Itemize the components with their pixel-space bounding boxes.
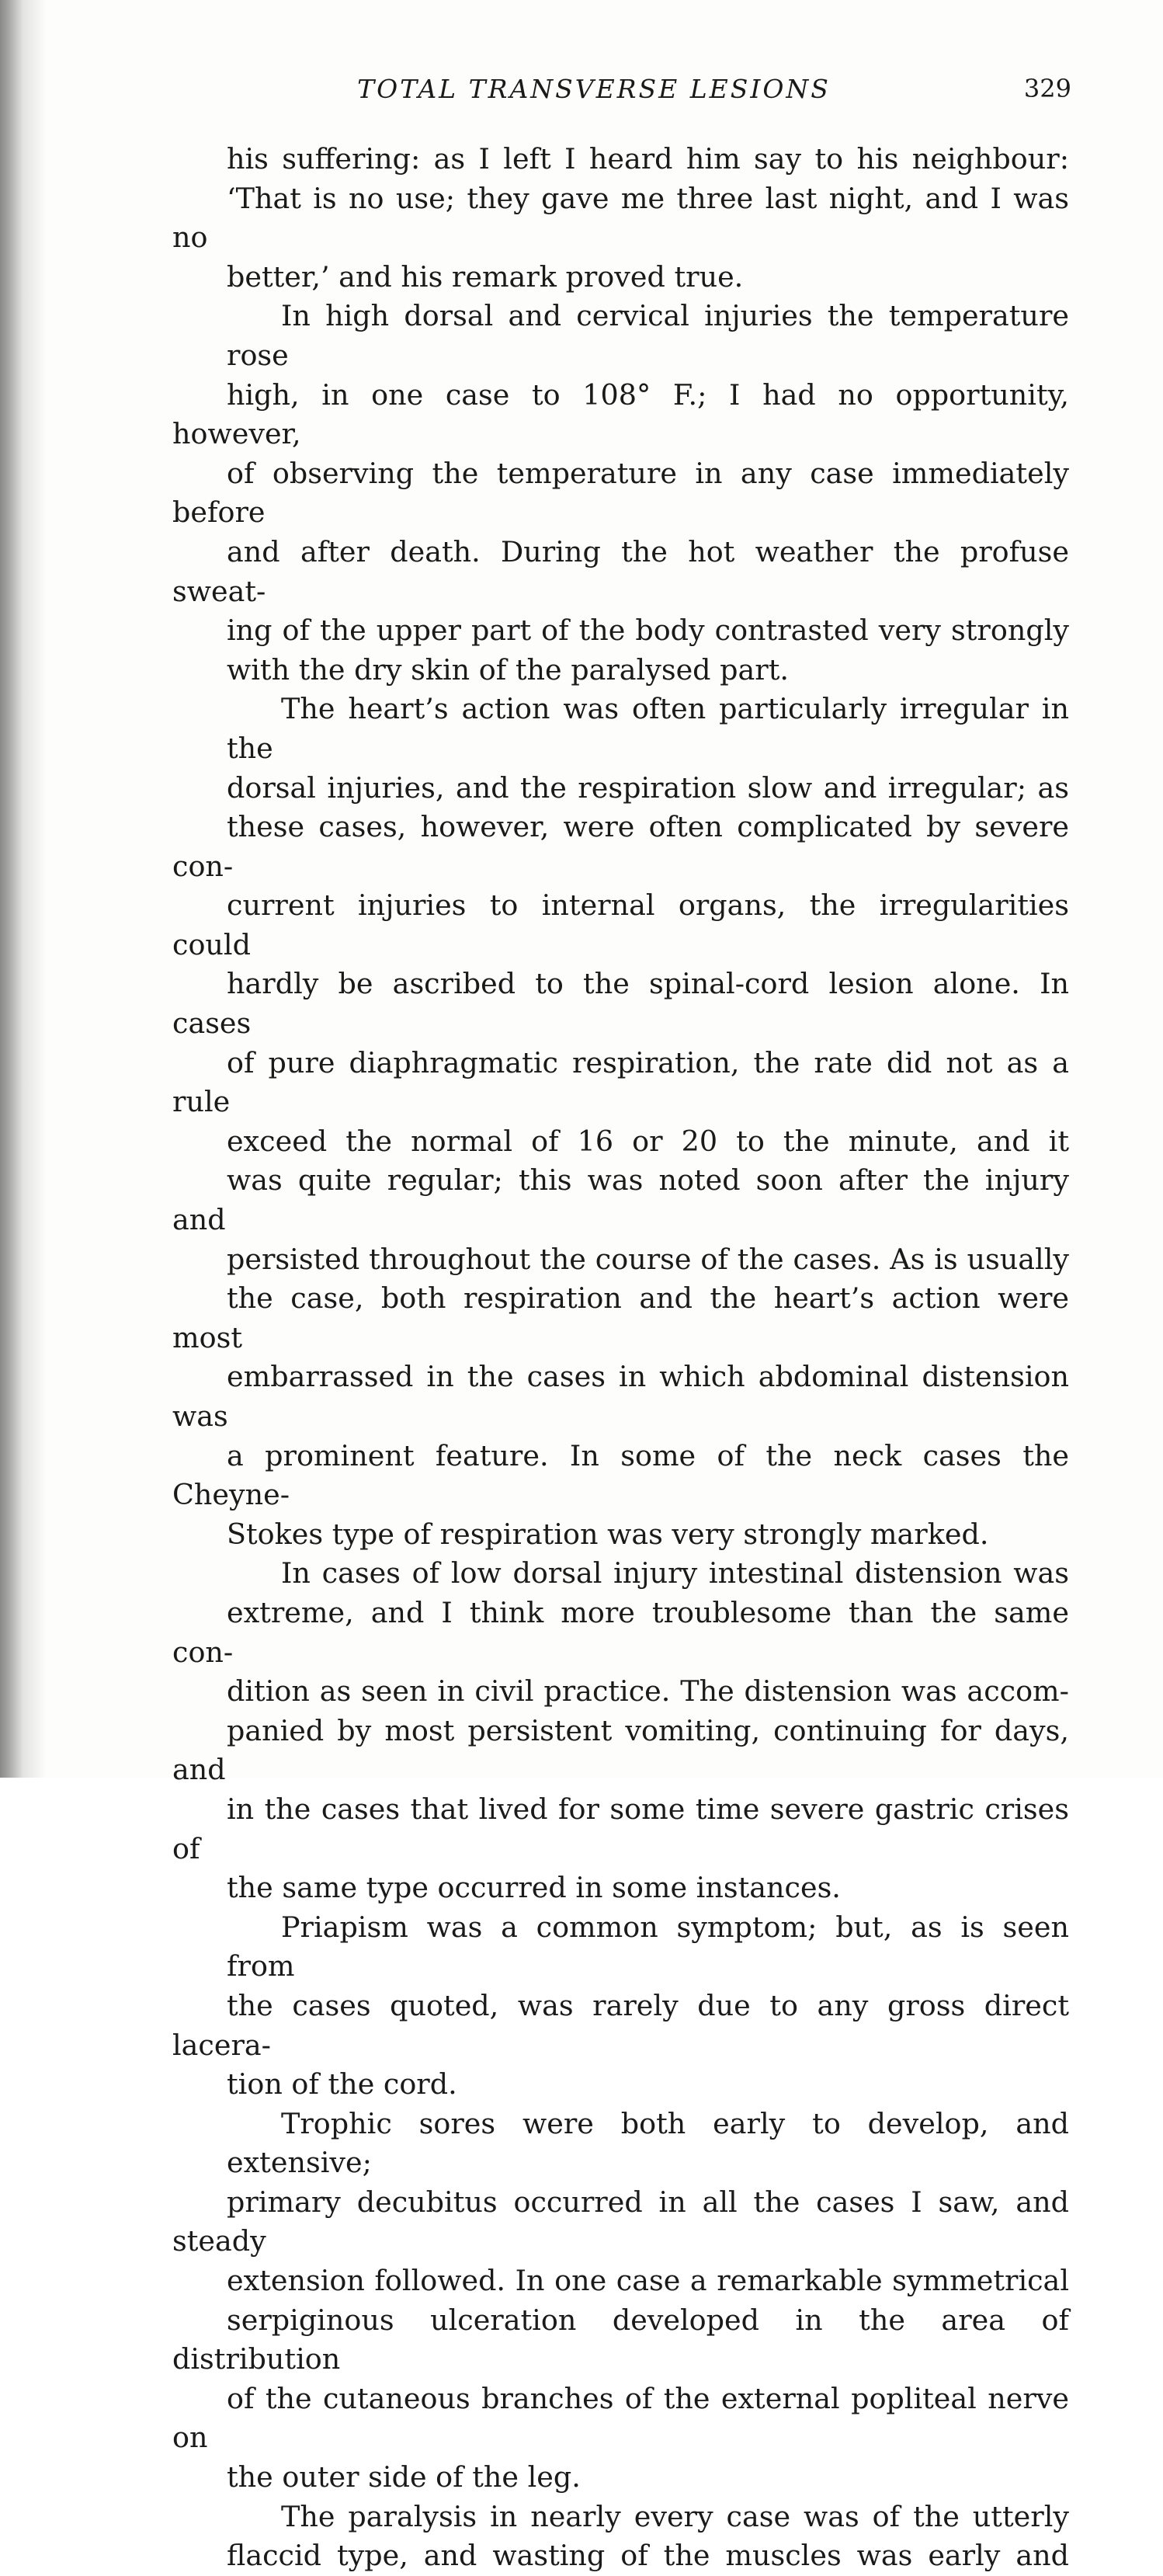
text-line: the same type occurred in some instances. xyxy=(227,1871,841,1905)
text-line: Stokes type of respiration was very strongly marked. xyxy=(227,1517,989,1551)
paragraph-6 xyxy=(172,2105,1069,2498)
page-number: 329 xyxy=(1023,74,1071,103)
text-line: in the cases that lived for some time severe gastric crises of xyxy=(172,1792,1069,1865)
text-line: panied by most persistent vomiting, continuing for days, and xyxy=(172,1713,1069,1787)
text-line: current injuries to internal organs, the irregularities could xyxy=(172,888,1069,961)
text-line: high, in one case to 108° F.; I had no opportunity, however, xyxy=(172,377,1069,451)
paragraph-2 xyxy=(172,297,1069,690)
text-line: of pure diaphragmatic respiration, the rate did not as a rule xyxy=(172,1045,1069,1119)
text-line: ‘That is no use; they gave me three last night, and I was no xyxy=(172,181,1069,255)
text-line: of the cutaneous branches of the external popliteal nerve on xyxy=(172,2381,1069,2455)
text-line: tion of the cord. xyxy=(227,2067,457,2101)
text-line: Trophic sores were both early to develop, and extensive; xyxy=(227,2106,1069,2180)
text-line: embarrassed in the cases in which abdominal distension was xyxy=(172,1360,1069,1433)
text-line: the cases quoted, was rarely due to any gross direct lacera- xyxy=(172,1988,1069,2062)
text-line: In cases of low dorsal injury intestinal distension was xyxy=(281,1556,1069,1590)
paragraph-4 xyxy=(172,1554,1069,1907)
text-line: extreme, and I think more troublesome than the same con- xyxy=(172,1595,1069,1669)
text-line: a prominent feature. In some of the neck cases the Cheyne- xyxy=(172,1438,1069,1512)
text-line: In high dorsal and cervical injuries the temperature rose xyxy=(227,299,1069,372)
running-head: TOTAL TRANSVERSE LESIONS xyxy=(357,74,831,104)
text-line: dition as seen in civil practice. The distension was accom- xyxy=(227,1674,1069,1709)
text-line: the outer side of the leg. xyxy=(227,2460,581,2494)
text-line: the case, both respiration and the heart’s action were most xyxy=(172,1281,1069,1354)
text-line: and after death. During the hot weather the profuse sweat- xyxy=(172,534,1069,608)
page-header xyxy=(163,74,1071,113)
text-line: serpiginous ulceration developed in the area of distribution xyxy=(172,2303,1069,2376)
text-line: dorsal injuries, and the respiration slow and irregular; as xyxy=(227,770,1069,805)
text-line: The paralysis in nearly every case was of the utterly xyxy=(281,2499,1069,2533)
body-text xyxy=(172,140,1069,2576)
text-line: exceed the normal of 16 or 20 to the minute, and it xyxy=(227,1124,1069,1158)
text-line: hardly be ascribed to the spinal-cord lesion alone. In cases xyxy=(172,967,1069,1041)
text-line: better,’ and his remark proved true. xyxy=(227,259,744,294)
text-line: The heart’s action was often particularly irregular in the xyxy=(227,692,1069,765)
paragraph-5 xyxy=(172,1908,1069,2105)
text-line: was quite regular; this was noted soon after the injury and xyxy=(172,1163,1069,1237)
text-line: his suffering: as I left I heard him say to his neighbour: xyxy=(227,142,1069,176)
text-line: flaccid type, and wasting of the muscles was early and xyxy=(227,2539,1069,2573)
paragraph-3 xyxy=(172,690,1069,1554)
paragraph-1 xyxy=(172,140,1069,297)
text-line: these cases, however, were often complicated by severe con- xyxy=(172,810,1069,883)
text-line: extension followed. In one case a remarkable symmetrical xyxy=(227,2264,1069,2298)
text-line: of observing the temperature in any case immediately before xyxy=(172,456,1069,530)
text-line: persisted throughout the course of the cases. As is usually xyxy=(227,1242,1069,1276)
text-line: Priapism was a common symptom; but, as is seen from xyxy=(227,1910,1069,1983)
text-line: ing of the upper part of the body contrasted very strongly xyxy=(227,614,1069,648)
book-binding-shadow xyxy=(0,0,47,1778)
paragraph-7 xyxy=(172,2498,1069,2576)
text-line: primary decubitus occurred in all the cases I saw, and steady xyxy=(172,2185,1069,2258)
text-line: with the dry skin of the paralysed part. xyxy=(227,652,789,687)
